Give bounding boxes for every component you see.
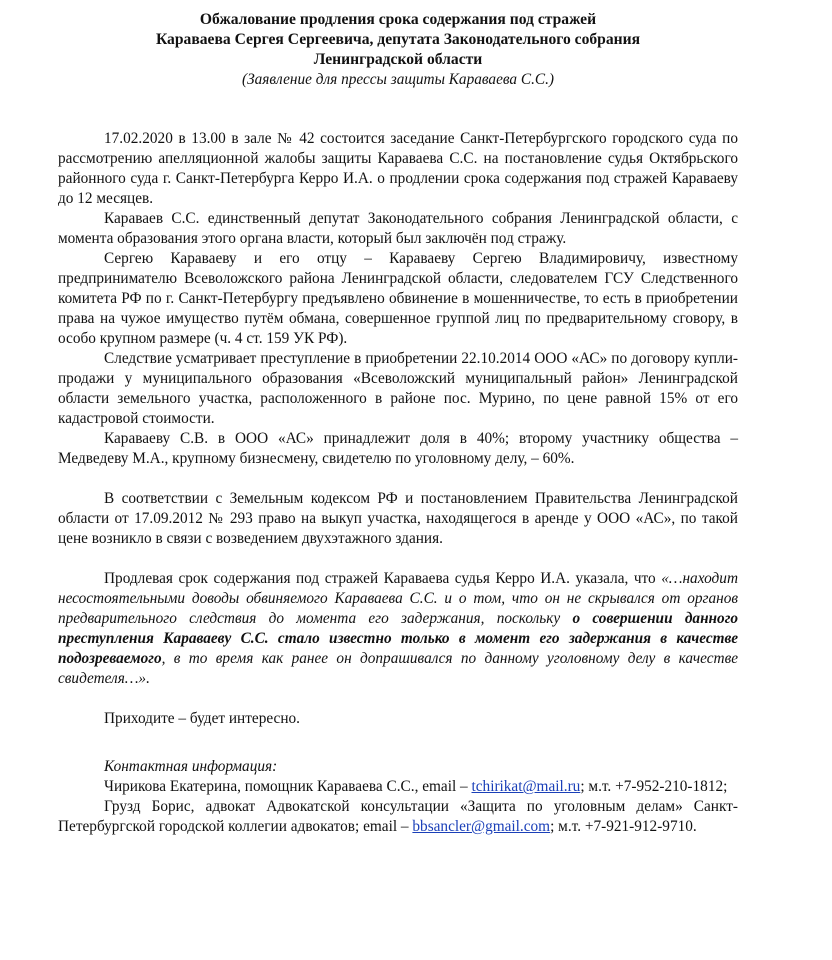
contact-assistant-phone: ; м.т. +7-952-210-1812; xyxy=(580,778,728,795)
contact-assistant-text: Чирикова Екатерина, помощник Караваева С.С., email – xyxy=(104,778,468,795)
ruling-quote-end: , в то время как ранее он допрашивался по данному уголовному делу в качестве свидетеля…». xyxy=(58,650,738,687)
contact-assistant-email-link[interactable]: tchirikat@mail.ru xyxy=(471,778,581,795)
paragraph-charges: Сергею Караваеву и его отцу – Караваеву Сергею Владимировичу, известному предпринимателю Всеволожского района Ленинградской области, следователем ГСУ Следственного комитета РФ по г. Санкт-Петербургу предъявлено обвинение в мошенничестве, то есть в приобретении права на чужое имущество путём обмана, совершенное группой лиц по предварительному сговору, в особо крупном размере (ч. 4 ст. 159 УК РФ). xyxy=(58,250,738,347)
ruling-quote-start: «…находит несостоятельными доводы обвиняемого Караваева С.С. и о том, что он не скрывался от органов предварительного следствия до момента его задержания, поскольку xyxy=(58,570,738,627)
contact-lawyer-email-link[interactable]: bbsancler@gmail.com xyxy=(412,818,551,835)
paragraph-judge-ruling xyxy=(58,569,738,689)
document-subtitle: (Заявление для прессы защиты Караваева С.С.) xyxy=(241,71,555,88)
contact-lawyer-phone: ; м.т. +7-921-912-9710. xyxy=(550,818,697,835)
contact-assistant xyxy=(58,777,738,797)
document-title-line-3: Ленинградской области xyxy=(313,51,483,68)
document-page xyxy=(58,10,738,837)
paragraph-investigation: Следствие усматривает преступление в приобретении 22.10.2014 ООО «АС» по договору купли-продажи у муниципального образования «Всеволожский муниципальный район» Ленинградской области земельного участка, расположенного в районе пос. Мурино, по цене равной 15% от его кадастровой стоимости. xyxy=(58,350,738,427)
contacts-label: Контактная информация: xyxy=(104,758,278,775)
contact-lawyer xyxy=(58,797,738,837)
contact-lawyer-text: Грузд Борис, адвокат Адвокатской консультации «Защита по уголовным делам» Санкт-Петербургской городской коллегии адвокатов; email – xyxy=(58,798,738,835)
paragraph-land-code: В соответствии с Земельным кодексом РФ и постановлением Правительства Ленинградской области от 17.09.2012 № 293 право на выкуп участка, находящегося в аренде у ООО «АС», по такой цене возникло в связи с возведением двухэтажного здания. xyxy=(58,490,738,547)
ruling-lead: Продлевая срок содержания под стражей Караваева судья Керро И.А. указала, что xyxy=(104,570,656,587)
paragraph-deputy: Караваев С.С. единственный депутат Законодательного собрания Ленинградской области, с момента образования этого органа власти, который был заключён под стражу. xyxy=(58,210,738,247)
paragraph-invitation: Приходите – будет интересно. xyxy=(104,710,300,727)
paragraph-shares: Караваеву С.В. в ООО «АС» принадлежит доля в 40%; второму участнику общества – Медведеву М.А., крупному бизнесмену, свидетелю по уголовному делу, – 60%. xyxy=(58,430,738,467)
document-title-line-1: Обжалование продления срока содержания под стражей xyxy=(199,11,597,28)
ruling-quote-bold: о совершении данного преступления Караваеву С.С. стало известно только в момент его задержания в качестве подозреваемого xyxy=(58,610,738,667)
document-title-line-2: Караваева Сергея Сергеевича, депутата Законодательного собрания xyxy=(155,31,641,48)
paragraph-hearing: 17.02.2020 в 13.00 в зале № 42 состоится заседание Санкт-Петербургского городского суда по рассмотрению апелляционной жалобы защиты Караваева С.С. на постановление судья Октябрьского районного суда г. Санкт-Петербурга Керро И.А. о продлении срока содержания под стражей Караваеву до 12 месяцев. xyxy=(58,130,738,207)
